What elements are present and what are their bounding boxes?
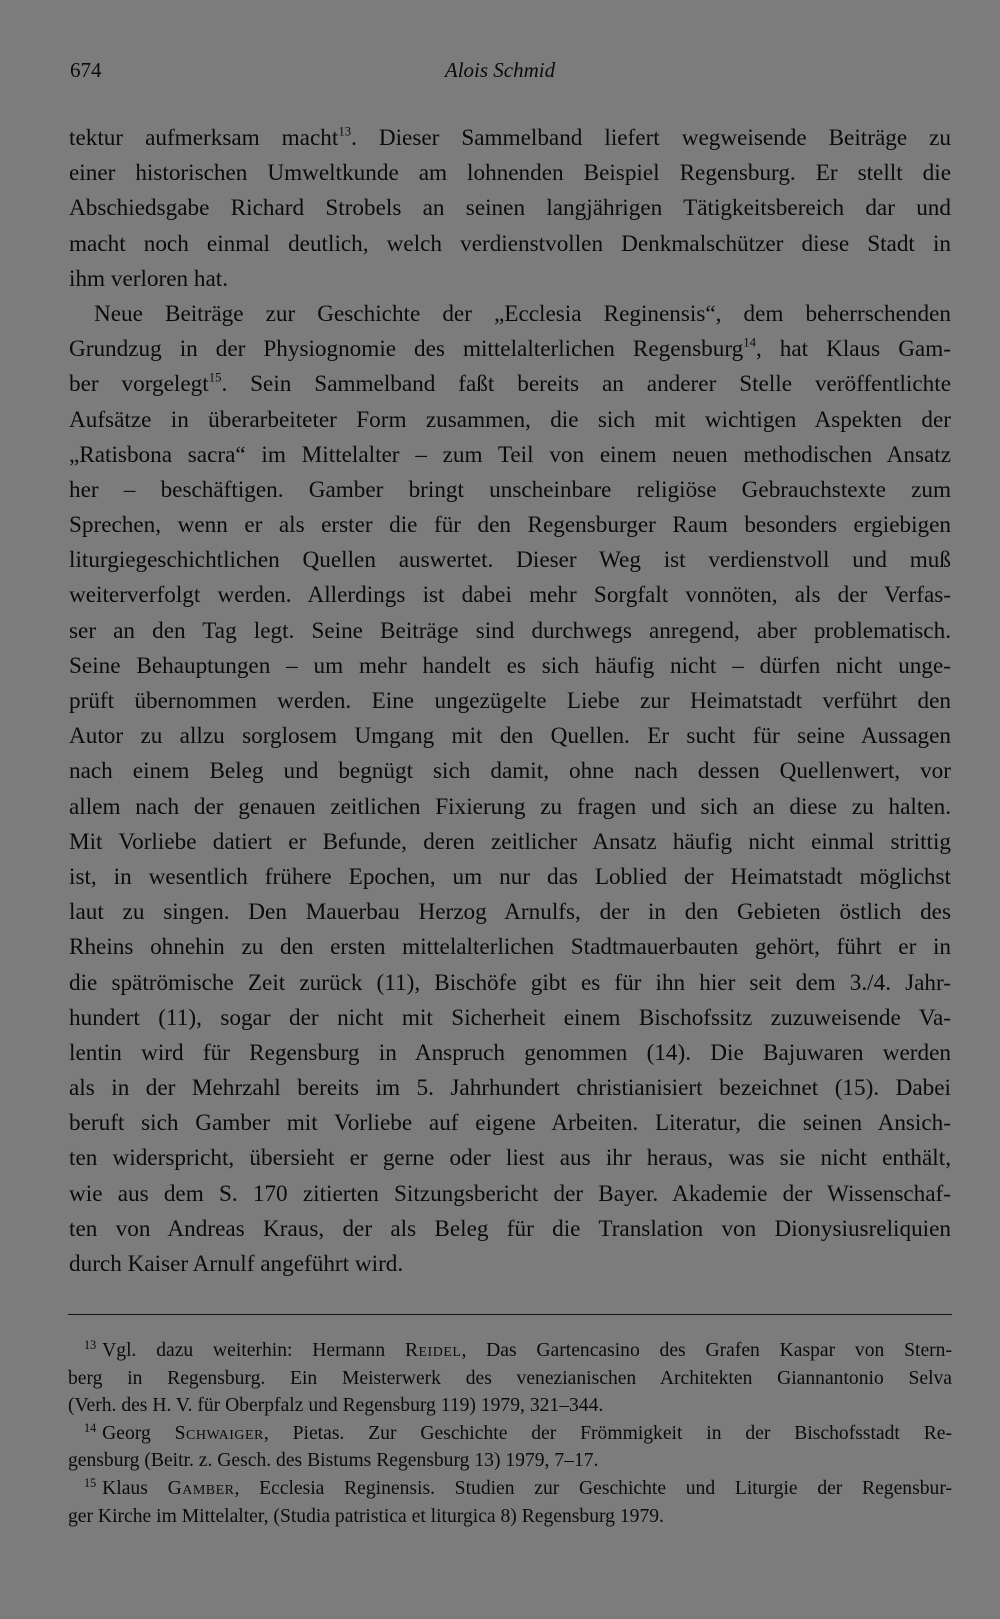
footnote-line: (Verh. des H. V. für Oberpfalz und Regensburg 119) 1979, 321–344. xyxy=(68,1395,604,1417)
body-line: „Ratisbona sacra“ im Mittelalter – zum Teil von einem neuen methodischen Ansatz xyxy=(69,441,951,468)
footnote-ref: 14 xyxy=(743,335,756,350)
body-line: durch Kaiser Arnulf angeführt wird. xyxy=(69,1251,404,1277)
body-line: weiterverfolgt werden. Allerdings ist dabei mehr Sorgfalt vonnöten, als der Verfas- xyxy=(69,582,951,609)
body-line: Seine Behauptungen – um mehr handelt es sich häufig nicht – dürfen nicht unge- xyxy=(69,652,951,679)
body-line: hundert (11), sogar der nicht mit Sicherheit einem Bischofssitz zuzuweisende Va- xyxy=(69,1004,951,1031)
footnote-14: $^{14}$ Georg Schwaiger, Pietas. Zur Geschichte der Frömmigkeit in der Bischofsstadt Re- xyxy=(84,1420,952,1444)
body-line: macht noch einmal deutlich, welch verdienstvollen Denkmalschützer diese Stadt in xyxy=(69,230,951,257)
body-line: liturgiegeschichtlichen Quellen auswertet. Dieser Weg ist verdienstvoll und muß xyxy=(69,547,951,574)
body-line: nach einem Beleg und begnügt sich damit, ohne nach dessen Quellenwert, vor xyxy=(69,758,951,785)
body-line: einer historischen Umweltkunde am lohnenden Beispiel Regensburg. Er stellt die xyxy=(69,160,951,187)
footnote-ref: 15 xyxy=(208,370,222,385)
body-text xyxy=(69,121,951,1282)
body-line: ber vorgelegt$^{15}$. Sein Sammelband faßt bereits an anderer Stelle veröffentlichte xyxy=(69,370,951,398)
body-line: Rheins ohnehin zu den ersten mittelalterlichen Stadtmauerbauten gehört, führt er in xyxy=(69,934,951,961)
body-line: Autor zu allzu sorglosem Umgang mit den Quellen. Er sucht für seine Aussagen xyxy=(69,723,951,750)
body-line: lentin wird für Regensburg in Anspruch genommen (14). Die Bajuwaren werden xyxy=(69,1039,951,1066)
footnote-line: ger Kirche im Mittelalter, (Studia patristica et liturgica 8) Regensburg 1979. xyxy=(68,1505,664,1527)
body-line: Sprechen, wenn er als erster die für den Regensburger Raum besonders ergiebigen xyxy=(69,512,951,539)
body-line: Mit Vorliebe datiert er Befunde, deren zeitlicher Ansatz häufig nicht einmal strittig xyxy=(69,828,951,855)
footnote-number: 14 xyxy=(84,1420,97,1435)
footnote-number: 15 xyxy=(84,1475,97,1490)
body-line: ist, in wesentlich frühere Epochen, um nur das Loblied der Heimatstadt möglichst xyxy=(69,863,951,890)
footnote-line: berg in Regensburg. Ein Meisterwerk des venezianischen Architekten Giannantonio Selva xyxy=(68,1367,952,1389)
body-line: als in der Mehrzahl bereits im 5. Jahrhundert christianisiert bezeichnet (15). Dabei xyxy=(69,1075,951,1102)
body-line: prüft übernommen werden. Eine ungezügelte Liebe zur Heimatstadt verführt den xyxy=(69,688,951,714)
body-line: ser an den Tag legt. Seine Beiträge sind durchwegs anregend, aber problematisch. xyxy=(69,617,951,644)
footnote-13: $^{13}$ Vgl. dazu weiterhin: Hermann Reidel, Das Gartencasino des Grafen Kaspar von Stern- xyxy=(84,1337,952,1361)
body-line: ten widerspricht, übersieht er gerne oder liest aus ihr heraus, was sie nicht enthält, xyxy=(69,1145,951,1172)
footnote-number: 13 xyxy=(84,1337,97,1352)
body-line: Grundzug in der Physiognomie des mittelalterlichen Regensburg$^{14}$, hat Klaus Gam- xyxy=(69,335,951,363)
body-line: beruft sich Gamber mit Vorliebe auf eigene Arbeiten. Literatur, die seinen Ansich- xyxy=(69,1110,951,1137)
body-line: tektur aufmerksam macht$^{13}$. Dieser Sammelband liefert wegweisende Beiträge zu xyxy=(69,124,951,151)
running-head: Alois Schmid xyxy=(444,58,556,82)
body-line: ihm verloren hat. xyxy=(69,265,229,292)
footnote-ref: 13 xyxy=(338,124,352,139)
body-line: Abschiedsgabe Richard Strobels an seinen langjährigen Tätigkeitsbereich dar und xyxy=(69,195,951,222)
body-line: laut zu singen. Den Mauerbau Herzog Arnulfs, der in den Gebieten östlich des xyxy=(69,899,951,926)
footnote-divider xyxy=(68,1314,952,1315)
footnote-15: $^{15}$ Klaus Gamber, Ecclesia Reginensis. Studien zur Geschichte und Liturgie der Regensbur- xyxy=(84,1475,952,1499)
footnotes xyxy=(68,1337,952,1530)
body-line: die spätrömische Zeit zurück (11), Bischöfe gibt es für ihn hier seit dem 3./4. Jahr- xyxy=(69,969,951,996)
body-line: Aufsätze in überarbeiteter Form zusammen, die sich mit wichtigen Aspekten der xyxy=(69,406,951,433)
footnote-line: gensburg (Beitr. z. Gesch. des Bistums Regensburg 13) 1979, 7–17. xyxy=(68,1450,599,1472)
page-header xyxy=(70,58,930,86)
body-line: wie aus dem S. 170 zitierten Sitzungsbericht der Bayer. Akademie der Wissenschaf- xyxy=(69,1180,951,1207)
body-line: allem nach der genauen zeitlichen Fixierung zu fragen und sich an diese zu halten. xyxy=(69,793,951,820)
body-line: ten von Andreas Kraus, der als Beleg für die Translation von Dionysiusreliquien xyxy=(69,1215,951,1242)
body-line: her – beschäftigen. Gamber bringt unscheinbare religiöse Gebrauchstexte zum xyxy=(69,476,951,503)
body-line: Neue Beiträge zur Geschichte der „Ecclesia Reginensis“, dem beherrschenden xyxy=(94,300,951,327)
page-number: 674 xyxy=(70,58,102,82)
